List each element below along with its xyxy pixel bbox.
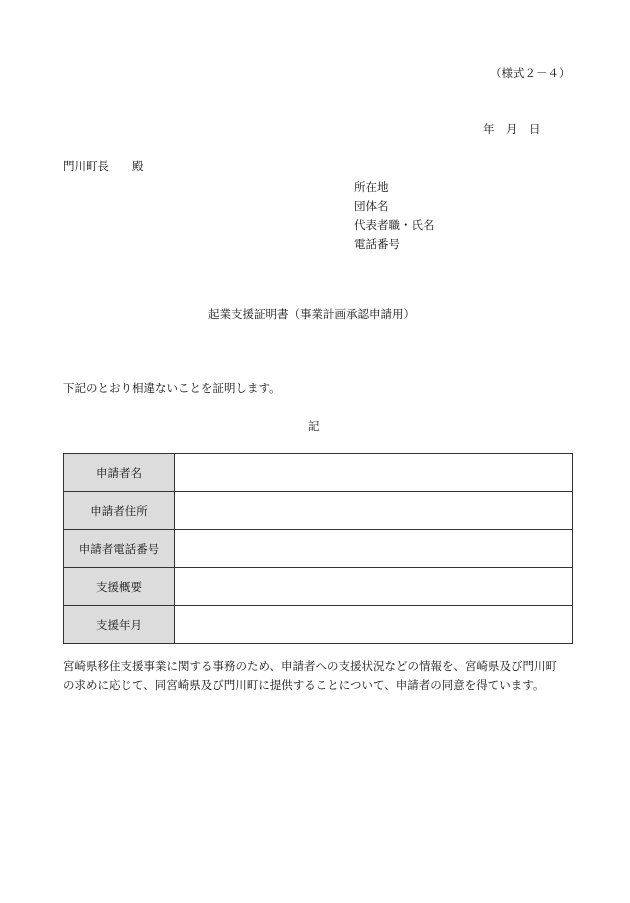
table-row bbox=[64, 606, 573, 644]
sender-address-label: 所在地 bbox=[354, 180, 389, 194]
document-title: 起業支援証明書（事業計画承認申請用） bbox=[208, 307, 415, 321]
table-row bbox=[64, 568, 573, 606]
applicant-address-label: 申請者住所 bbox=[64, 492, 175, 530]
date-line: 年 月 日 bbox=[483, 122, 541, 136]
consent-paragraph bbox=[63, 657, 578, 695]
applicant-name-value[interactable] bbox=[175, 454, 573, 492]
support-date-label: 支援年月 bbox=[64, 606, 175, 644]
applicant-phone-label: 申請者電話番号 bbox=[64, 530, 175, 568]
addressee: 門川町長 殿 bbox=[63, 159, 144, 173]
consent-line: 宮崎県移住支援事業に関する事務のため、申請者への支援状況などの情報を、宮崎県及び門川町 bbox=[63, 659, 558, 673]
applicant-address-value[interactable] bbox=[175, 492, 573, 530]
support-summary-label: 支援概要 bbox=[64, 568, 175, 606]
sender-organization-label: 団体名 bbox=[354, 199, 389, 213]
support-summary-value[interactable] bbox=[175, 568, 573, 606]
sender-phone-label: 電話番号 bbox=[354, 237, 400, 251]
table-row bbox=[64, 454, 573, 492]
table-row bbox=[64, 530, 573, 568]
ki-heading: 記 bbox=[308, 419, 320, 433]
support-date-value[interactable] bbox=[175, 606, 573, 644]
certification-statement: 下記のとおり相違ないことを証明します。 bbox=[63, 381, 281, 395]
form-number: （様式２－４） bbox=[490, 66, 571, 80]
consent-line: の求めに応じて、同宮崎県及び門川町に提供することについて、申請者の同意を得ています。 bbox=[63, 678, 545, 692]
table-row bbox=[64, 492, 573, 530]
applicant-name-label: 申請者名 bbox=[64, 454, 175, 492]
sender-representative-label: 代表者職・氏名 bbox=[354, 218, 435, 232]
sender-block bbox=[354, 178, 435, 254]
certificate-table bbox=[63, 453, 573, 644]
applicant-phone-value[interactable] bbox=[175, 530, 573, 568]
